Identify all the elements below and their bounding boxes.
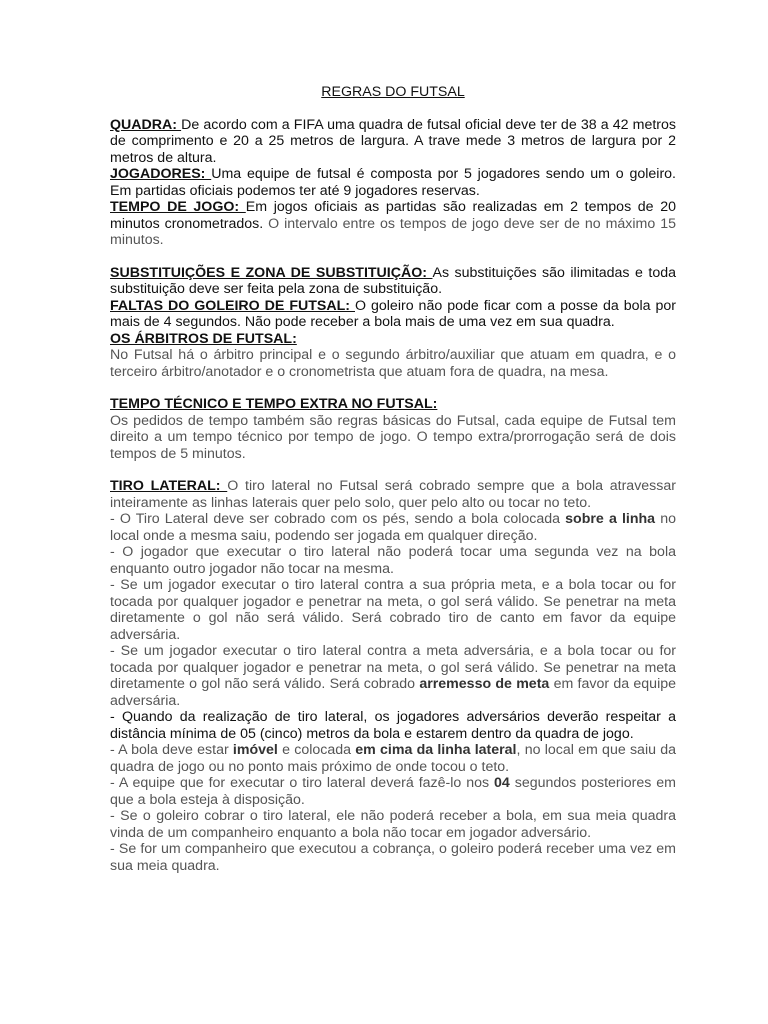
heading-tempo-tecnico: TEMPO TÉCNICO E TEMPO EXTRA NO FUTSAL: — [110, 396, 438, 412]
text-tempo-de-jogo-1: Em jogos oficiais as partidas são realizadas em 2 tempos de 20 minutos cronometrados. — [110, 199, 676, 232]
tiro-lateral-item-6 — [110, 742, 676, 775]
heading-tiro-lateral: TIRO LATERAL: — [110, 478, 228, 494]
heading-tempo-de-jogo: TEMPO DE JOGO: — [110, 199, 246, 215]
item-6-bold-2: em cima da linha lateral — [355, 742, 517, 758]
tiro-lateral-item-9: - Se for um companheiro que executou a cobrança, o goleiro poderá receber uma vez em sua meia quadra. — [110, 841, 676, 874]
text-quadra: De acordo com a FIFA uma quadra de futsal oficial deve ter de 38 a 42 metros de comprimento e 20 a 25 metros de largura. A trave mede 3 metros de largura por 2 metros de altura. — [110, 116, 676, 166]
item-6-text-c: e colocada — [277, 742, 356, 758]
item-7-text-c: segundos posteriores em que a bola esteja à disposição. — [110, 775, 677, 808]
tiro-lateral-item-1 — [110, 511, 676, 544]
item-4-text-a: - Se um jogador executar o tiro lateral contra a meta adversária, e a bola tocar ou for tocada por qualquer jogador e penetrar na meta, o gol será válido. Se penetrar na meta diretamente o gol não será válido. Será cobrado — [110, 643, 676, 692]
tiro-lateral-item-7 — [110, 775, 676, 808]
tiro-lateral-item-4 — [110, 643, 676, 709]
item-7-text-a: - A equipe que for executar o tiro lateral deverá fazê-lo nos — [110, 775, 495, 791]
item-4-bold: arremesso de meta — [419, 676, 550, 692]
heading-jogadores: JOGADORES: — [110, 166, 212, 182]
text-faltas-goleiro: O goleiro não pode ficar com a posse da bola por mais de 4 segundos. Não pode receber a bola mais de uma vez em sua quadra. — [110, 297, 676, 330]
document-title: REGRAS DO FUTSAL — [321, 84, 465, 100]
paragraph-tempo-de-jogo — [110, 199, 676, 249]
tiro-lateral-item-8: - Se o goleiro cobrar o tiro lateral, ele não poderá receber a bola, em sua meia quadra vinda de um companheiro enquanto a bola não tocar em jogador adversário. — [110, 808, 676, 841]
tiro-lateral-item-2: - O jogador que executar o tiro lateral não poderá tocar uma segunda vez na bola enquanto outro jogador não tocar na mesma. — [110, 544, 676, 577]
item-4-text-c: em favor da equipe adversária. — [110, 676, 676, 709]
document-page — [110, 84, 676, 874]
item-1-bold: sobre a linha — [565, 511, 656, 527]
heading-substituicoes: SUBSTITUIÇÕES E ZONA DE SUBSTITUIÇÃO: — [110, 264, 433, 281]
heading-arbitros: OS ÁRBITROS DE FUTSAL: — [110, 330, 297, 347]
text-arbitros: No Futsal há o árbitro principal e o segundo árbitro/auxiliar que atuam em quadra, e o terceiro árbitro/anotador e o cronometrista que atuam fora de quadra, na mesa. — [110, 347, 676, 380]
heading-faltas-goleiro: FALTAS DO GOLEIRO DE FUTSAL: — [110, 297, 355, 314]
item-1-text-a: - O Tiro Lateral deve ser cobrado com os pés, sendo a bola colocada — [110, 511, 566, 527]
heading-quadra: QUADRA: — [110, 116, 182, 133]
paragraph-quadra — [110, 117, 676, 167]
item-7-bold: 04 — [494, 775, 510, 791]
item-6-text-a: - A bola deve estar — [110, 742, 233, 758]
heading-tempo-tecnico-line — [110, 396, 676, 413]
heading-arbitros-line — [110, 331, 676, 348]
item-1-text-c: no local onde a mesma saiu, podendo ser jogada em qualquer direção. — [110, 511, 676, 544]
paragraph-jogadores — [110, 166, 676, 199]
item-6-text-e: , no local em que saiu da quadra de jogo ou no ponto mais próximo de onde tocou o teto. — [110, 742, 676, 775]
text-substituicoes: As substituições são ilimitadas e toda substituição deve ser feita pela zona de substituição. — [110, 264, 676, 297]
text-jogadores: Uma equipe de futsal é composta por 5 jogadores sendo um o goleiro. Em partidas oficiais podemos ter até 9 jogadores reservas. — [110, 166, 677, 199]
paragraph-tiro-lateral — [110, 478, 676, 511]
paragraph-faltas-goleiro — [110, 298, 676, 331]
text-tempo-tecnico: Os pedidos de tempo também são regras básicas do Futsal, cada equipe de Futsal tem direito a um tempo técnico por tempo de jogo. O tempo extra/prorrogação será de dois tempos de 5 minutos. — [110, 412, 676, 462]
item-6-bold-1: imóvel — [232, 742, 278, 758]
tiro-lateral-item-3: - Se um jogador executar o tiro lateral contra a sua própria meta, e a bola tocar ou for tocada por qualquer jogador e penetrar na meta, o gol será válido. Se penetrar na meta diretamente o gol não será válido. Será cobrado tiro de canto em favor da equipe adversária. — [110, 577, 676, 643]
tiro-lateral-item-5: - Quando da realização de tiro lateral, os jogadores adversários deverão respeitar a distância mínima de 05 (cinco) metros da bola e estarem dentro da quadra de jogo. — [110, 709, 676, 742]
paragraph-substituicoes — [110, 265, 676, 298]
text-tempo-de-jogo-2: O intervalo entre os tempos de jogo deve ser de no máximo 15 minutos. — [110, 215, 676, 248]
text-tiro-lateral-intro: O tiro lateral no Futsal será cobrado sempre que a bola atravessar inteiramente as linhas laterais quer pelo solo, quer pelo alto ou tocar no teto. — [110, 478, 676, 511]
